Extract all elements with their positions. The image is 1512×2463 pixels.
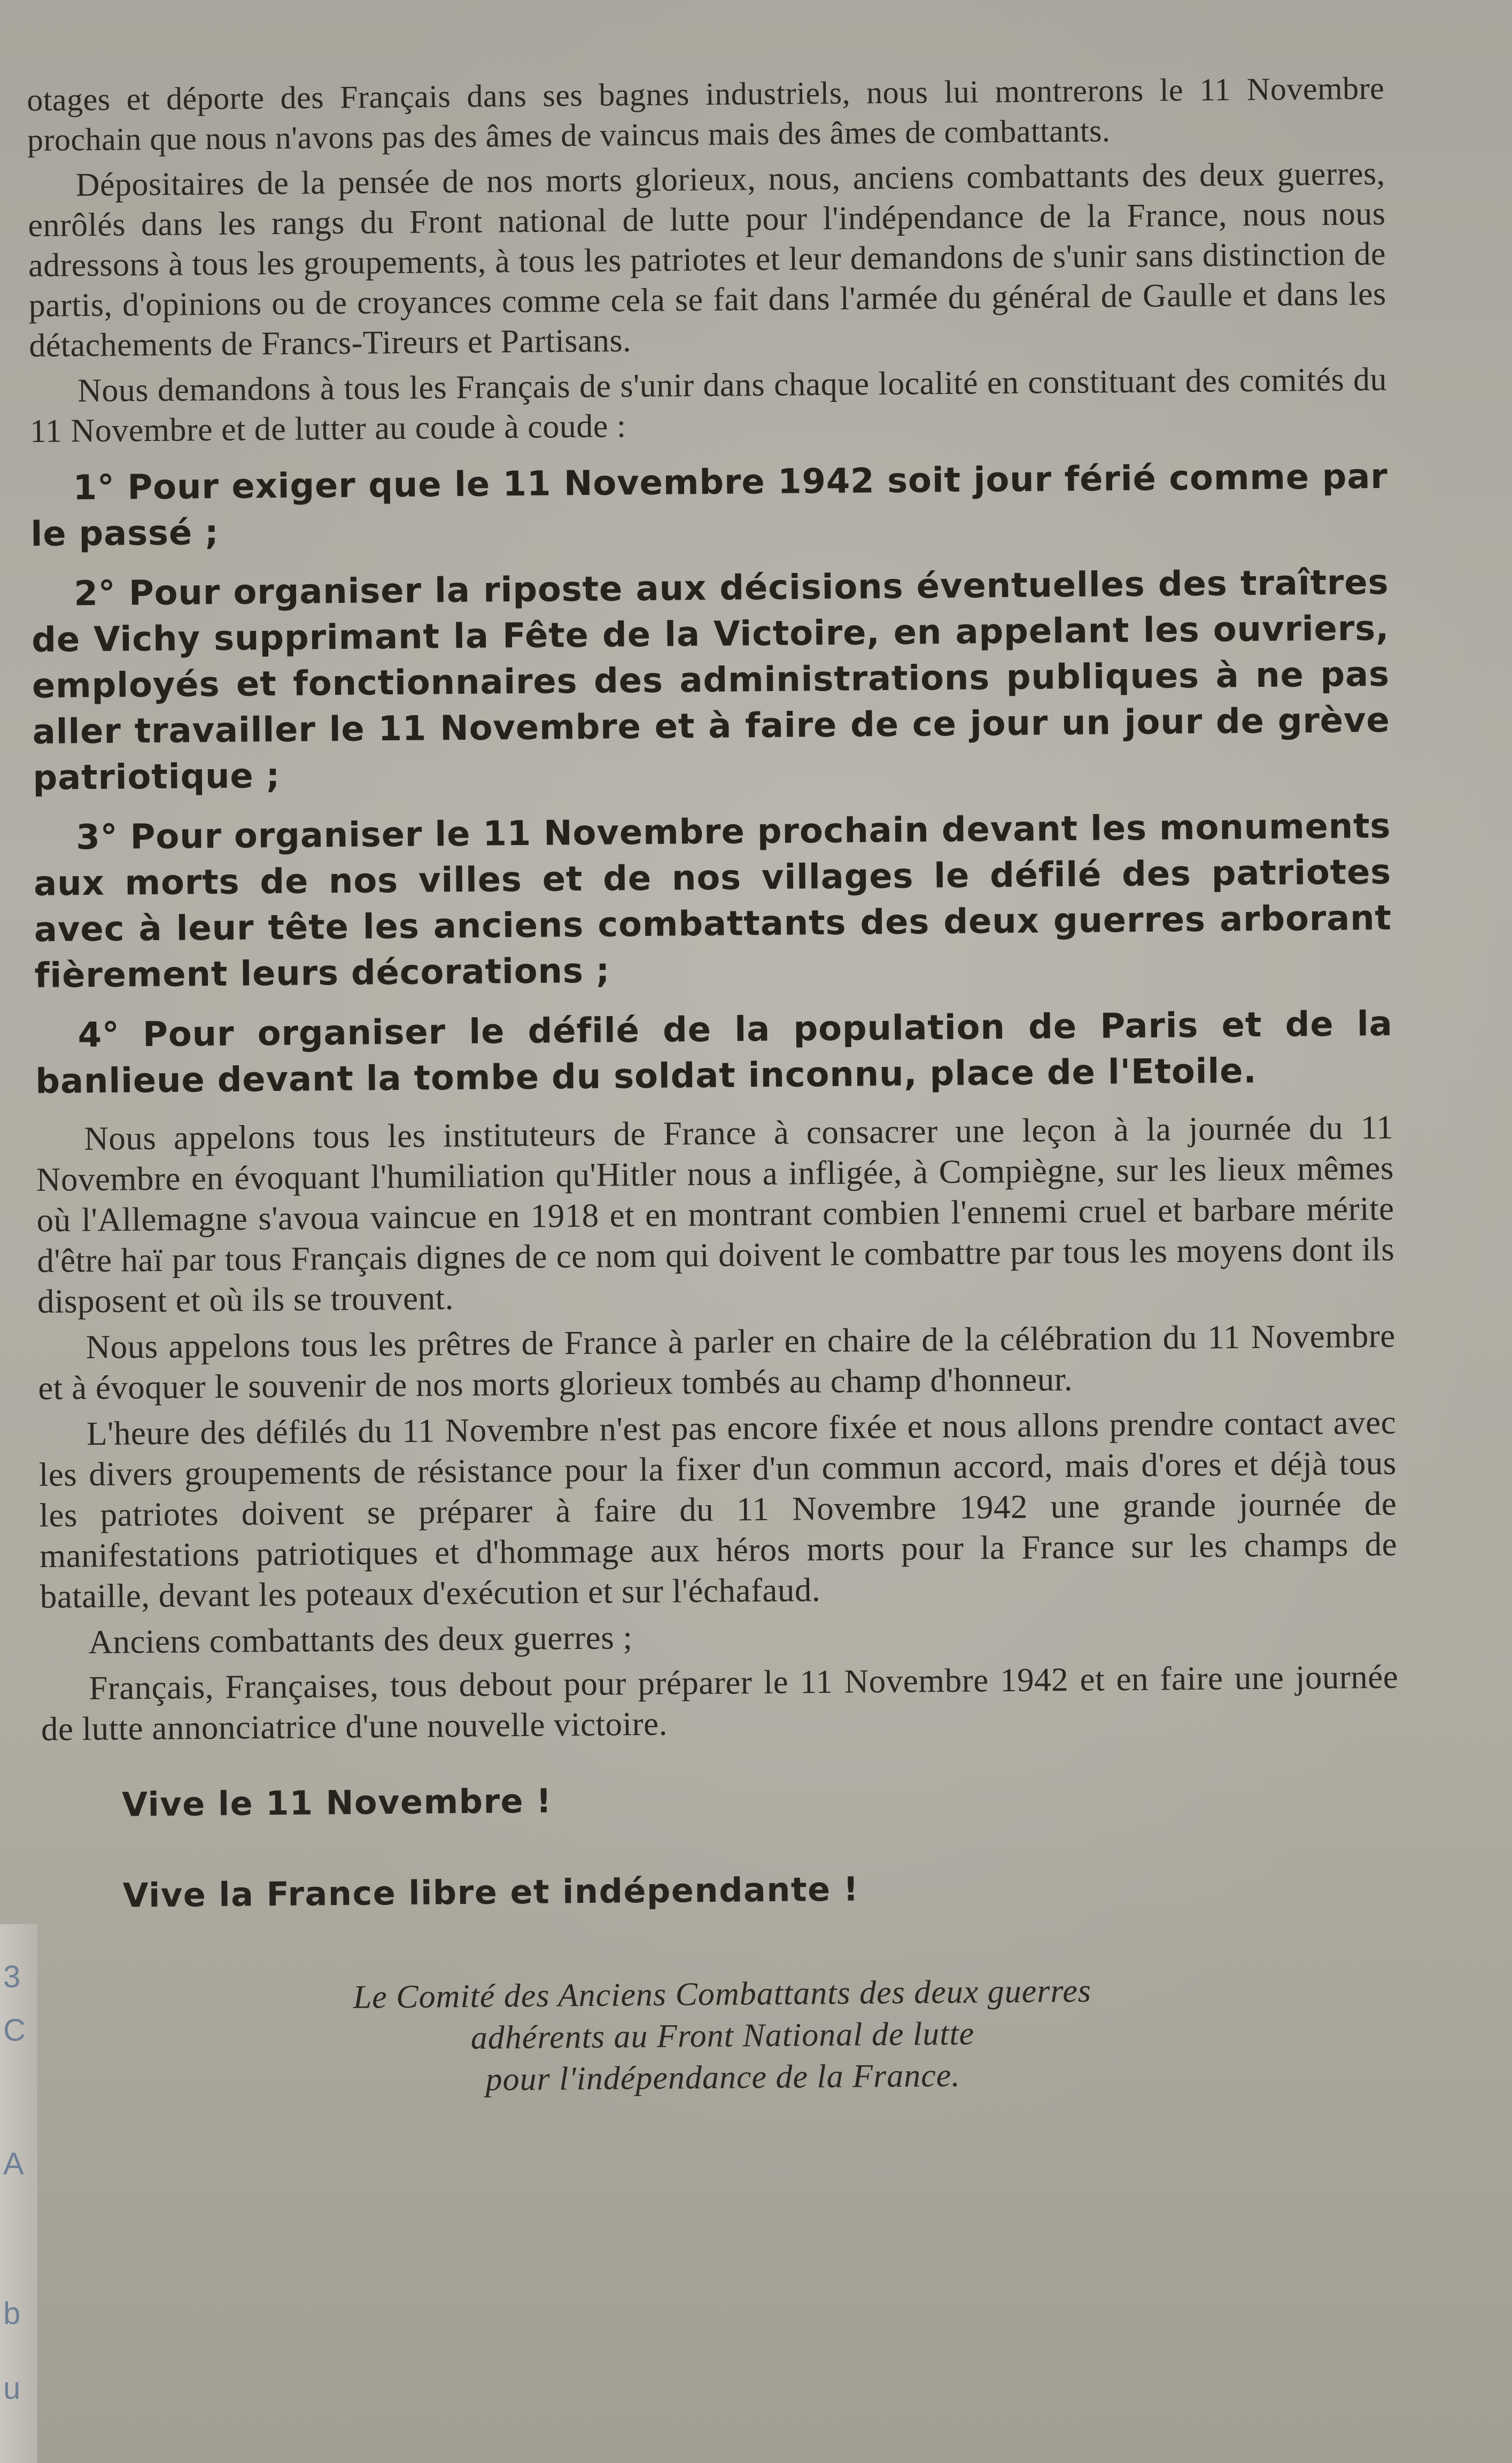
body-paragraph: L'heure des défilés du 11 Novembre n'est pas encore fixée et nous allons prendre contact avec les divers groupements de résistance pour la fixer d'un commun accord, mais d'ores et déjà tous les patriotes doivent se préparer à faire du 11 Novembre 1942 une grande journée de manifestations patriotiques et d'hommage aux héros morts pour la France sur les champs de bataille, devant les poteaux d'exécution et sur l'échafaud. — [38, 1403, 1398, 1615]
body-paragraph: Nous appelons tous les instituteurs de France à consacrer une leçon à la journée du 11 Novembre en évoquant l'humiliation qu'Hitler nous a infligée, à Compiègne, sur les lieux mêmes où l'Allemagne s'avoua vaincue en 1918 et en montrant combien l'ennemi cruel et barbare mérite d'être haï par tous Français dignes de ce nom qui doivent le combattre par tous les moyens dont ils disposent et où ils se trouvent. — [36, 1108, 1395, 1320]
margin-mark: 3 — [3, 1959, 21, 1994]
body-paragraph: Nous appelons tous les prêtres de France à parler en chaire de la célébration du 11 Novembre et à évoquer le souvenir de nos morts glorieux tombés au champ d'honneur. — [38, 1316, 1395, 1407]
slogan-line: Vive la France libre et indépendante ! — [122, 1869, 859, 1915]
body-paragraph: Français, Françaises, tous debout pour préparer le 11 Novembre 1942 et en faire une journée de lutte annonciatrice d'une nouvelle victoire. — [41, 1658, 1399, 1748]
body-paragraph: Anciens combattants des deux guerres ; — [88, 1618, 633, 1661]
demand-item-4: 4° Pour organiser le défilé de la population de Paris et de la banlieue devant la tombe du soldat inconnu, place de l'Etoile. — [35, 1004, 1393, 1102]
demand-item-1: 1° Pour exiger que le 11 Novembre 1942 soit jour férié comme par le passé ; — [30, 456, 1388, 554]
demand-item-2: 2° Pour organiser la riposte aux décisions éventuelles des traîtres de Vichy supprimant la Fête de la Victoire, en appelant les ouvriers, employés et fonctionnaires des administrations publiques à ne pas aller travailler le 11 Novembre et à faire de ce jour un jour de grève patriotique ; — [31, 562, 1390, 798]
signature-line: pour l'indépendance de la France. — [485, 2057, 961, 2098]
left-margin-strip — [0, 1924, 37, 2463]
margin-mark: C — [3, 2013, 26, 2048]
signature-line: Le Comité des Anciens Combattants des deux guerres — [353, 1972, 1092, 2016]
intro-paragraph: Dépositaires de la pensée de nos morts glorieux, nous, anciens combattants des deux guerres, enrôlés dans les rangs du Front national de lutte pour l'indépendance de la France, nous nous adressons à tous les groupements, à tous les patriotes et leur demandons de s'unir sans distinction de partis, d'opinions ou de croyances comme cela se fait dans l'armée du général de Gaulle et dans les détachements de Francs-Tireurs et Partisans. — [28, 155, 1386, 364]
intro-paragraph: otages et déporte des Français dans ses bagnes industriels, nous lui montrerons le 11 Novembre prochain que nous n'avons pas des âmes de vaincus mais des âmes de combattants. — [27, 70, 1385, 158]
document-body — [27, 68, 1402, 2104]
margin-mark: A — [3, 2147, 24, 2181]
signature-line: adhérents au Front National de lutte — [470, 2015, 975, 2056]
demand-item-3: 3° Pour organiser le 11 Novembre prochain devant les monuments aux morts de nos villes et de nos villages le défilé des patriotes avec à leur tête les anciens combattants des deux guerres arborant fièrement leurs décorations ; — [33, 806, 1392, 996]
intro-paragraph: Nous demandons à tous les Français de s'unir dans chaque localité en constituant des comités du 11 Novembre et de lutter au coude à coude : — [29, 361, 1387, 450]
signature-block — [43, 1968, 1402, 2104]
slogan-line: Vive le 11 Novembre ! — [121, 1781, 553, 1824]
margin-mark: u — [3, 2371, 21, 2406]
margin-mark: b — [3, 2296, 21, 2331]
